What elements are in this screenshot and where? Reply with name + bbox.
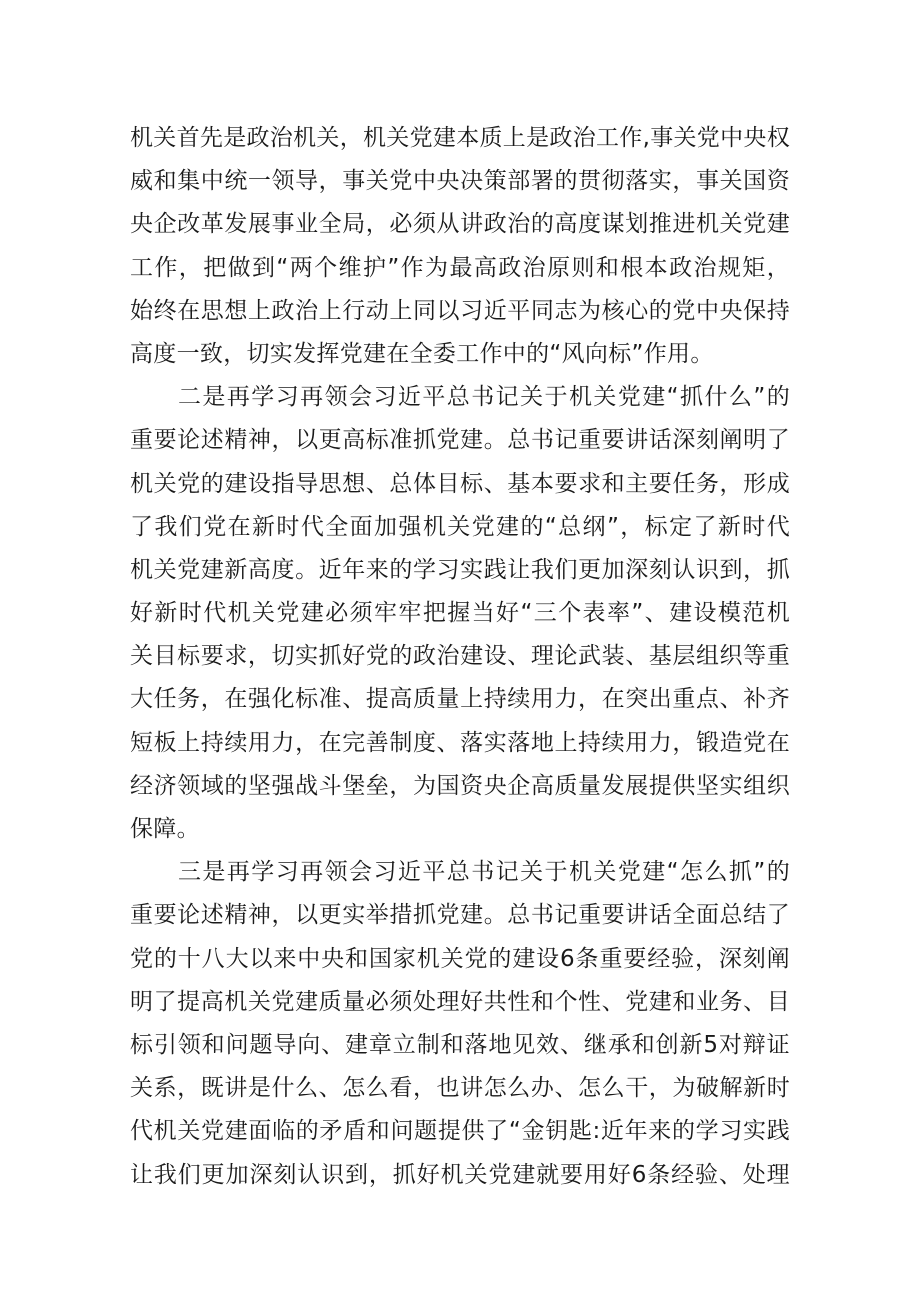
text-line: 关系，既讲是什么、怎么看，也讲怎么办、怎么干，为破解新时 [130, 1075, 790, 1102]
text-line: 保障。 [130, 816, 200, 842]
text-line: 短板上持续用力，在完善制度、落实落地上持续用力，锻造党在 [130, 729, 790, 756]
text-line: 党的十八大以来中央和国家机关党的建设6条重要经验，深刻阐 [130, 945, 790, 972]
paragraph-3 [130, 851, 790, 1197]
text-line: 代机关党建面临的矛盾和问题提供了“金钥匙:近年来的学习实践 [130, 1118, 790, 1145]
paragraph-1 [130, 117, 790, 376]
paragraph-2 [130, 376, 790, 851]
text-line: 机关党建新高度。近年来的学习实践让我们更加深刻认识到，抓 [130, 556, 790, 583]
text-line: 高度一致，切实发挥党建在全委工作中的“风向标”作用。 [130, 340, 714, 367]
text-line: 始终在思想上政治上行动上同以习近平同志为核心的党中央保持 [130, 297, 790, 324]
text-line: 了我们党在新时代全面加强机关党建的“总纲”，标定了新时代 [130, 513, 790, 540]
text-line: 机关党的建设指导思想、总体目标、基本要求和主要任务，形成 [130, 470, 790, 497]
text-line: 重要论述精神，以更实举措抓党建。总书记重要讲话全面总结了 [130, 902, 790, 929]
text-line: 大任务，在强化标准、提高质量上持续用力，在突出重点、补齐 [130, 686, 790, 713]
text-line: 标引领和问题导向、建章立制和落地见效、继承和创新5对辩证 [130, 1031, 790, 1058]
text-line: 央企改革发展事业全局，必须从讲政治的高度谋划推进机关党建 [130, 211, 790, 238]
text-line: 二是再学习再领会习近平总书记关于机关党建“抓什么”的 [178, 384, 790, 411]
text-line: 明了提高机关党建质量必须处理好共性和个性、党建和业务、目 [130, 988, 790, 1015]
text-line: 机关首先是政治机关，机关党建本质上是政治工作,事关党中央权 [130, 125, 791, 151]
text-line: 三是再学习再领会习近平总书记关于机关党建“怎么抓”的 [178, 859, 790, 886]
text-line: 重要论述精神，以更高标准抓党建。总书记重要讲话深刻阐明了 [130, 427, 790, 454]
text-line: 威和集中统一领导，事关党中央决策部署的贯彻落实，事关国资 [130, 168, 790, 195]
document-body [130, 117, 790, 1197]
text-line: 让我们更加深刻认识到，抓好机关党建就要用好6条经验、处理 [130, 1161, 790, 1188]
text-line: 经济领域的坚强战斗堡垒，为国资央企高质量发展提供坚实组织 [130, 772, 790, 799]
text-line: 好新时代机关党建必须牢牢把握当好“三个表率”、建设模范机 [130, 600, 790, 627]
text-line: 关目标要求，切实抓好党的政治建设、理论武装、基层组织等重 [130, 643, 790, 670]
text-line: 工作，把做到“两个维护”作为最高政治原则和根本政治规矩， [130, 254, 790, 281]
